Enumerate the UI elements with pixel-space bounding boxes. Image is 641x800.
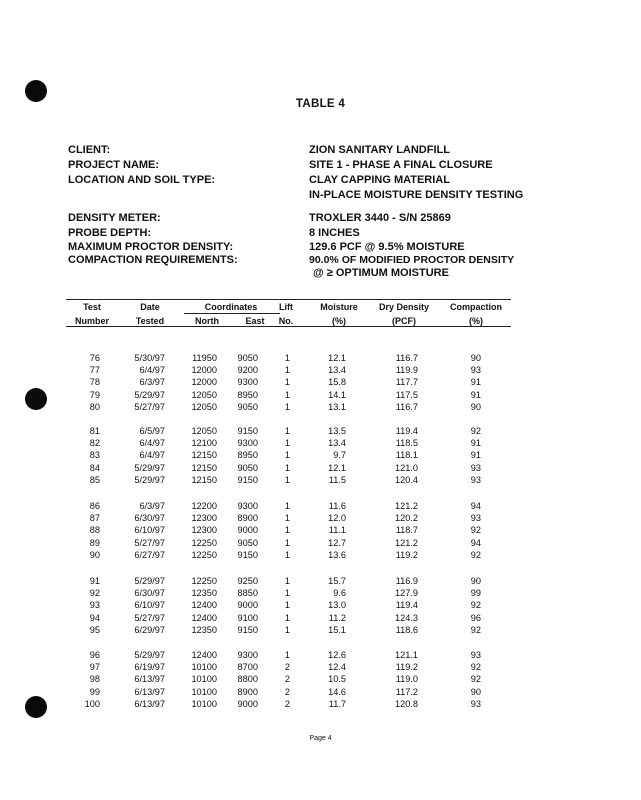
cell-test-number: 80 <box>89 401 100 412</box>
cell-test-number: 90 <box>89 549 100 560</box>
cell-date: 5/29/97 <box>134 474 165 485</box>
header-tested: Tested <box>135 316 165 326</box>
cell-compaction: 93 <box>470 474 481 485</box>
cell-moisture: 11.2 <box>328 612 346 623</box>
cell-lift: 1 <box>284 450 290 461</box>
cell-lift: 1 <box>284 600 290 611</box>
cell-dry-density: 116.9 <box>395 576 418 586</box>
cell-east: 9300 <box>237 438 258 449</box>
cell-compaction: 90 <box>470 686 481 697</box>
cell-moisture: 10.5 <box>328 674 346 685</box>
cell-east: 9250 <box>237 576 258 586</box>
cell-compaction: 96 <box>470 612 481 623</box>
table-row <box>0 699 641 710</box>
header-compaction: Compaction <box>449 302 502 312</box>
cell-east: 9100 <box>237 612 258 623</box>
table-row <box>0 674 641 685</box>
table-row <box>0 402 641 413</box>
cell-east: 9050 <box>237 401 258 412</box>
cell-compaction: 91 <box>470 377 481 388</box>
cell-moisture: 9.6 <box>333 588 346 599</box>
info-value: 129.6 PCF @ 9.5% MOISTURE <box>309 241 465 253</box>
info-value: CLAY CAPPING MATERIAL <box>309 174 450 186</box>
cell-compaction: 99 <box>470 588 481 599</box>
cell-east: 9000 <box>237 525 258 536</box>
cell-date: 5/29/97 <box>134 462 165 473</box>
coordinates-rule <box>184 313 280 314</box>
cell-east: 8700 <box>237 662 258 673</box>
cell-test-number: 85 <box>89 474 100 485</box>
page-number: Page 4 <box>309 735 332 742</box>
cell-test-number: 79 <box>89 389 100 400</box>
cell-lift: 1 <box>284 389 290 400</box>
info-label: MAXIMUM PROCTOR DENSITY: <box>68 241 234 253</box>
cell-test-number: 98 <box>89 674 100 685</box>
cell-test-number: 77 <box>89 365 100 376</box>
header-lift-no: No. <box>278 316 294 326</box>
info-value: TROXLER 3440 - S/N 25869 <box>309 212 451 224</box>
cell-dry-density: 119.2 <box>395 662 418 673</box>
table-row <box>0 390 641 401</box>
cell-date: 6/19/97 <box>134 662 165 673</box>
cell-compaction: 93 <box>470 365 481 376</box>
cell-lift: 1 <box>284 576 290 586</box>
cell-north: 12400 <box>191 650 217 660</box>
cell-lift: 2 <box>284 662 290 673</box>
cell-lift: 1 <box>284 588 290 599</box>
cell-east: 9300 <box>237 650 258 660</box>
cell-compaction: 91 <box>470 438 481 449</box>
cell-test-number: 91 <box>89 576 100 586</box>
header-coordinates: Coordinates <box>204 302 258 312</box>
cell-moisture: 12.6 <box>328 650 346 660</box>
cell-test-number: 96 <box>89 650 100 660</box>
header-north: North <box>195 316 219 326</box>
cell-compaction: 91 <box>470 450 481 461</box>
cell-date: 6/10/97 <box>134 525 165 536</box>
cell-test-number: 84 <box>89 462 100 473</box>
cell-dry-density: 124.3 <box>395 612 418 623</box>
cell-dry-density: 119.9 <box>395 365 418 376</box>
header-moisture-unit: (%) <box>332 316 346 326</box>
cell-lift: 1 <box>284 513 290 524</box>
table-row <box>0 625 641 636</box>
cell-dry-density: 120.8 <box>395 698 418 709</box>
header-compaction-unit: (%) <box>469 316 483 326</box>
cell-moisture: 11.1 <box>328 525 346 536</box>
table-row <box>0 438 641 449</box>
cell-date: 6/4/97 <box>139 438 165 449</box>
cell-east: 9150 <box>237 426 258 436</box>
cell-north: 12050 <box>191 426 217 436</box>
cell-east: 9000 <box>237 600 258 611</box>
cell-moisture: 11.7 <box>328 698 346 709</box>
cell-north: 12100 <box>191 438 217 449</box>
cell-date: 5/27/97 <box>134 401 165 412</box>
cell-test-number: 99 <box>89 686 100 697</box>
info-value: @ ≥ OPTIMUM MOISTURE <box>313 267 449 279</box>
cell-east: 8850 <box>237 588 258 599</box>
info-row <box>68 254 568 267</box>
cell-dry-density: 118.1 <box>395 450 418 461</box>
cell-dry-density: 120.2 <box>395 513 418 524</box>
cell-east: 9150 <box>237 549 258 560</box>
cell-north: 12250 <box>191 537 217 548</box>
cell-dry-density: 119.4 <box>395 600 418 611</box>
cell-lift: 1 <box>284 474 290 485</box>
cell-moisture: 13.4 <box>328 438 346 449</box>
cell-date: 5/29/97 <box>134 650 165 660</box>
cell-lift: 2 <box>284 674 290 685</box>
table-row <box>0 450 641 461</box>
cell-north: 12150 <box>191 462 217 473</box>
header-dry-density: Dry Density <box>378 302 430 312</box>
cell-dry-density: 121.2 <box>395 501 418 511</box>
cell-test-number: 82 <box>89 438 100 449</box>
info-row <box>68 188 568 203</box>
cell-dry-density: 121.2 <box>395 537 418 548</box>
cell-lift: 1 <box>284 438 290 449</box>
cell-north: 12250 <box>191 576 217 586</box>
cell-north: 12350 <box>191 624 217 635</box>
table-row <box>0 662 641 673</box>
cell-dry-density: 116.7 <box>395 353 418 363</box>
cell-dry-density: 119.4 <box>395 426 418 436</box>
cell-dry-density: 119.0 <box>395 674 418 685</box>
header-dry-density-unit: (PCF) <box>392 316 416 326</box>
cell-lift: 1 <box>284 377 290 388</box>
cell-moisture: 12.1 <box>328 462 346 473</box>
cell-dry-density: 119.2 <box>395 549 418 560</box>
cell-dry-density: 117.2 <box>395 686 418 697</box>
cell-dry-density: 118.5 <box>395 438 418 449</box>
cell-lift: 1 <box>284 401 290 412</box>
cell-compaction: 92 <box>470 426 481 436</box>
info-value: SITE 1 - PHASE A FINAL CLOSURE <box>309 159 493 171</box>
cell-compaction: 93 <box>470 513 481 524</box>
cell-test-number: 87 <box>89 513 100 524</box>
cell-east: 9050 <box>237 537 258 548</box>
header-test: Test <box>83 302 101 312</box>
cell-lift: 1 <box>284 501 290 511</box>
info-row <box>68 158 568 173</box>
cell-lift: 1 <box>284 624 290 635</box>
cell-lift: 1 <box>284 525 290 536</box>
cell-compaction: 93 <box>470 698 481 709</box>
cell-moisture: 13.4 <box>328 365 346 376</box>
cell-moisture: 12.1 <box>328 353 346 363</box>
cell-north: 12400 <box>191 600 217 611</box>
project-info <box>68 143 568 280</box>
cell-moisture: 13.6 <box>328 549 346 560</box>
cell-east: 9050 <box>237 353 258 363</box>
cell-lift: 2 <box>284 686 290 697</box>
cell-compaction: 92 <box>470 600 481 611</box>
cell-moisture: 15.7 <box>328 576 346 586</box>
header-moisture: Moisture <box>320 302 358 312</box>
cell-north: 12000 <box>191 365 217 376</box>
table-row <box>0 353 641 364</box>
cell-date: 6/3/97 <box>139 377 165 388</box>
cell-date: 6/29/97 <box>134 624 165 635</box>
info-label <box>68 188 309 203</box>
table-row <box>0 538 641 549</box>
info-value: IN-PLACE MOISTURE DENSITY TESTING <box>309 189 524 201</box>
cell-moisture: 12.7 <box>328 537 346 548</box>
cell-east: 8900 <box>237 686 258 697</box>
cell-date: 5/27/97 <box>134 612 165 623</box>
info-value: ZION SANITARY LANDFILL <box>309 144 450 156</box>
cell-moisture: 12.0 <box>328 513 346 524</box>
cell-test-number: 92 <box>89 588 100 599</box>
cell-test-number: 95 <box>89 624 100 635</box>
cell-compaction: 90 <box>470 576 481 586</box>
cell-east: 9200 <box>237 365 258 376</box>
cell-moisture: 13.0 <box>328 600 346 611</box>
cell-compaction: 92 <box>470 525 481 536</box>
cell-compaction: 93 <box>470 650 481 660</box>
cell-dry-density: 121.0 <box>395 462 418 473</box>
table-row <box>0 365 641 376</box>
cell-compaction: 90 <box>470 401 481 412</box>
cell-north: 12250 <box>191 549 217 560</box>
header-east: East <box>245 316 265 326</box>
cell-north: 12200 <box>191 501 217 511</box>
cell-north: 12150 <box>191 450 217 461</box>
cell-date: 6/13/97 <box>134 674 165 685</box>
header-date: Date <box>140 302 160 312</box>
cell-test-number: 86 <box>89 501 100 511</box>
table-row <box>0 588 641 599</box>
cell-moisture: 14.6 <box>328 686 346 697</box>
cell-dry-density: 118.6 <box>395 624 418 635</box>
table-row <box>0 550 641 561</box>
cell-east: 8950 <box>237 389 258 400</box>
table-row <box>0 613 641 624</box>
info-label: COMPACTION REQUIREMENTS: <box>68 254 238 266</box>
cell-compaction: 92 <box>470 662 481 673</box>
table-row <box>0 377 641 388</box>
info-label <box>68 267 309 280</box>
info-value: 8 INCHES <box>309 227 360 239</box>
cell-compaction: 93 <box>470 462 481 473</box>
cell-dry-density: 120.4 <box>395 474 418 485</box>
cell-date: 5/29/97 <box>134 576 165 586</box>
table-row <box>0 525 641 536</box>
cell-dry-density: 116.7 <box>395 401 418 412</box>
table-row <box>0 426 641 437</box>
cell-north: 10100 <box>191 662 217 673</box>
cell-test-number: 78 <box>89 377 100 388</box>
cell-moisture: 11.5 <box>328 474 346 485</box>
info-label: LOCATION AND SOIL TYPE: <box>68 174 216 186</box>
cell-date: 6/4/97 <box>139 365 165 376</box>
cell-dry-density: 117.7 <box>395 377 418 388</box>
cell-date: 6/30/97 <box>134 588 165 599</box>
cell-test-number: 83 <box>89 450 100 461</box>
cell-lift: 1 <box>284 650 290 660</box>
cell-compaction: 94 <box>470 501 481 511</box>
cell-lift: 1 <box>284 612 290 623</box>
cell-test-number: 93 <box>89 600 100 611</box>
cell-north: 10100 <box>191 698 217 709</box>
table-row <box>0 501 641 512</box>
cell-date: 6/4/97 <box>139 450 165 461</box>
cell-compaction: 91 <box>470 389 481 400</box>
cell-date: 5/27/97 <box>134 537 165 548</box>
cell-moisture: 13.5 <box>328 426 346 436</box>
cell-east: 9150 <box>237 624 258 635</box>
cell-dry-density: 121.1 <box>395 650 418 660</box>
table-row <box>0 463 641 474</box>
cell-north: 12000 <box>191 377 217 388</box>
cell-north: 12050 <box>191 389 217 400</box>
header-top-rule <box>66 299 511 300</box>
cell-compaction: 92 <box>470 624 481 635</box>
cell-date: 6/30/97 <box>134 513 165 524</box>
table-row <box>0 600 641 611</box>
cell-moisture: 13.1 <box>328 401 346 412</box>
info-label: DENSITY METER: <box>68 212 161 224</box>
cell-test-number: 89 <box>89 537 100 548</box>
cell-lift: 1 <box>284 426 290 436</box>
table-row <box>0 475 641 486</box>
cell-moisture: 11.6 <box>328 501 346 511</box>
cell-date: 6/27/97 <box>134 549 165 560</box>
cell-east: 8900 <box>237 513 258 524</box>
cell-compaction: 92 <box>470 549 481 560</box>
cell-east: 8950 <box>237 450 258 461</box>
header-lift: Lift <box>279 302 293 312</box>
cell-date: 6/3/97 <box>139 501 165 511</box>
info-row <box>68 173 568 188</box>
info-label: CLIENT: <box>68 144 111 156</box>
info-row <box>68 211 568 226</box>
cell-lift: 1 <box>284 353 290 363</box>
cell-north: 10100 <box>191 686 217 697</box>
cell-lift: 1 <box>284 549 290 560</box>
table-row <box>0 576 641 587</box>
cell-moisture: 14.1 <box>328 389 346 400</box>
cell-date: 6/13/97 <box>134 698 165 709</box>
cell-test-number: 97 <box>89 662 100 673</box>
header-number: Number <box>74 316 109 326</box>
header-bottom-rule <box>66 326 511 327</box>
cell-east: 9000 <box>237 698 258 709</box>
cell-date: 6/10/97 <box>134 600 165 611</box>
cell-east: 9300 <box>237 377 258 388</box>
table-row <box>0 650 641 661</box>
cell-dry-density: 127.9 <box>395 588 418 599</box>
cell-moisture: 12.4 <box>328 662 346 673</box>
table-title: TABLE 4 <box>295 98 346 110</box>
cell-north: 10100 <box>191 674 217 685</box>
info-row <box>68 267 568 280</box>
cell-test-number: 76 <box>89 353 100 363</box>
cell-east: 8800 <box>237 674 258 685</box>
cell-test-number: 81 <box>89 426 100 436</box>
cell-east: 9300 <box>237 501 258 511</box>
cell-lift: 1 <box>284 365 290 376</box>
cell-north: 12150 <box>191 474 217 485</box>
cell-date: 5/29/97 <box>134 389 165 400</box>
info-label: PROBE DEPTH: <box>68 227 152 239</box>
cell-date: 6/5/97 <box>139 426 165 436</box>
cell-north: 12400 <box>191 612 217 623</box>
cell-east: 9150 <box>237 474 258 485</box>
cell-lift: 2 <box>284 698 290 709</box>
cell-lift: 1 <box>284 462 290 473</box>
cell-north: 12350 <box>191 588 217 599</box>
cell-east: 9050 <box>237 462 258 473</box>
info-value: 90.0% OF MODIFIED PROCTOR DENSITY <box>309 254 515 266</box>
cell-date: 6/13/97 <box>134 686 165 697</box>
cell-test-number: 88 <box>89 525 100 536</box>
cell-test-number: 100 <box>84 698 100 709</box>
cell-compaction: 92 <box>470 674 481 685</box>
table-row <box>0 513 641 524</box>
cell-test-number: 94 <box>89 612 100 623</box>
cell-north: 12300 <box>191 513 217 524</box>
cell-moisture: 9.7 <box>333 450 346 461</box>
info-row <box>68 241 568 254</box>
cell-moisture: 15.1 <box>328 624 346 635</box>
cell-compaction: 90 <box>470 353 481 363</box>
cell-north: 11950 <box>192 353 217 363</box>
cell-dry-density: 117.5 <box>395 389 418 400</box>
cell-north: 12050 <box>191 401 217 412</box>
cell-lift: 1 <box>284 537 290 548</box>
info-label: PROJECT NAME: <box>68 159 160 171</box>
table-row <box>0 687 641 698</box>
info-row <box>68 226 568 241</box>
cell-north: 12300 <box>191 525 217 536</box>
cell-dry-density: 118.7 <box>395 525 418 536</box>
info-row <box>68 143 568 158</box>
cell-moisture: 15.8 <box>328 377 346 388</box>
cell-date: 5/30/97 <box>134 353 165 363</box>
cell-compaction: 94 <box>470 537 481 548</box>
